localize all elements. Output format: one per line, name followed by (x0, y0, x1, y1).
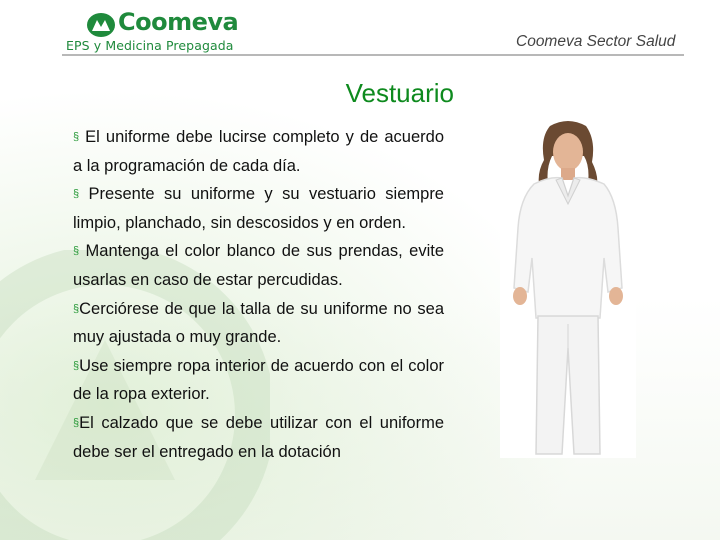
bullet-marker: § (73, 245, 80, 258)
bullet-marker: § (73, 188, 80, 201)
bullet-item (73, 295, 444, 352)
bullet-marker: § (73, 302, 80, 315)
bullet-text: Presente su uniforme y su vestuario siempre limpio, planchado, sin descosidos y en orden. (73, 185, 444, 232)
bullet-item (73, 409, 444, 466)
bullet-item (73, 352, 444, 409)
bullet-marker: § (73, 131, 80, 143)
bullet-list (73, 123, 444, 466)
bullet-text: El uniforme debe lucirse completo y de acuerdo a la programación de cada día. (73, 128, 444, 175)
bullet-text: Mantenga el color blanco de sus prendas, evite usarlas en caso de estar percudidas. (73, 242, 444, 289)
header-divider (62, 54, 684, 56)
bullet-item (73, 180, 444, 237)
bullet-text: El calzado que se debe utilizar con el uniforme debe ser el entregado en la dotación (73, 413, 444, 461)
logo-subtitle: EPS y Medicina Prepagada (66, 38, 234, 53)
logo-name: Coomeva (118, 8, 239, 36)
bullet-text: Cerciórese de que la talla de su uniforme no sea muy ajustada o muy grande. (73, 299, 444, 347)
bullet-marker: § (73, 416, 80, 429)
bullet-text: Use siempre ropa interior de acuerdo con el color de la ropa exterior. (73, 356, 444, 404)
sector-label: Coomeva Sector Salud (516, 33, 676, 50)
slide-title: Vestuario (345, 78, 454, 108)
bullet-item (73, 237, 444, 294)
bullet-marker: § (73, 359, 80, 372)
coomeva-logo (62, 6, 262, 54)
bullet-item (73, 123, 444, 180)
woman-in-white-uniform-photo-icon (500, 118, 636, 458)
coomeva-logo-icon (86, 12, 116, 38)
